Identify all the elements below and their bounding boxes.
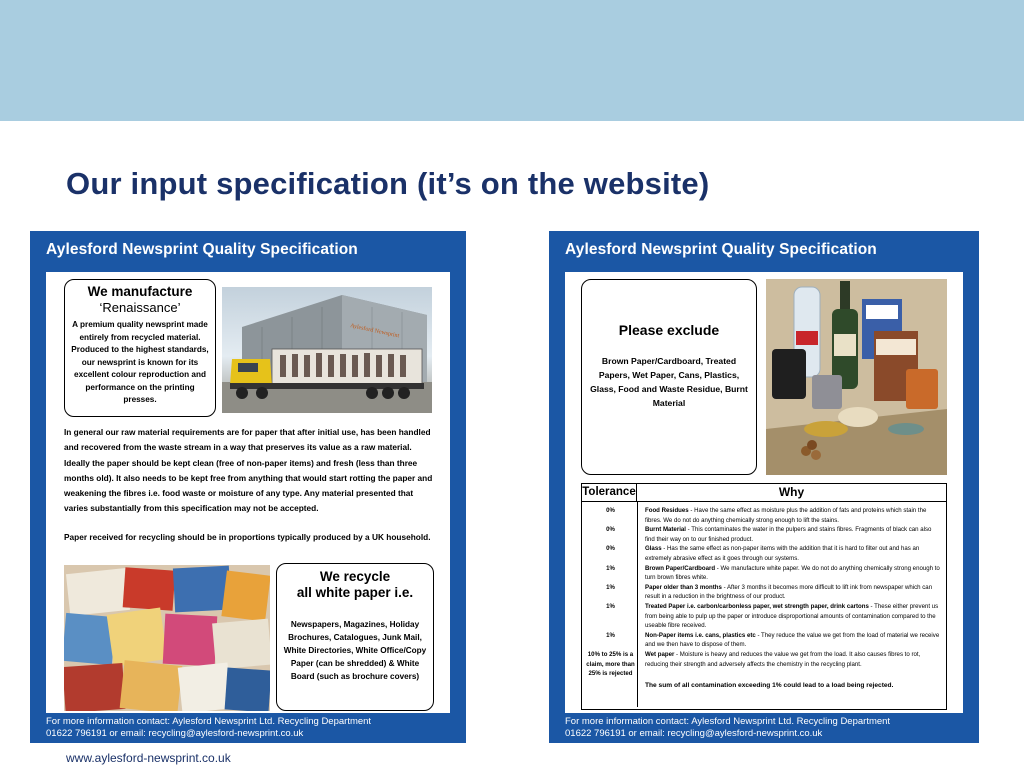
reason-detail: - This contaminates the water in the pulpers and stains fibres. Fragments of black can also find their way on to our finished product. (645, 526, 932, 543)
tolerance-value: 1% (606, 602, 615, 610)
reason-label: Food Residues (645, 507, 689, 514)
proportions-paragraph: Paper received for recycling should be in proportions typically produced by a UK household. (64, 532, 431, 542)
table-header (582, 484, 946, 502)
reason-text (639, 506, 946, 525)
right-contact-line-1: For more information contact: Aylesford Newsprint Ltd. Recycling Department (565, 716, 891, 727)
right-spec-panel (549, 231, 979, 743)
magazines-illustration (64, 565, 270, 711)
left-contact-info (46, 716, 371, 740)
warehouse-truck-illustration (222, 287, 432, 413)
exclude-heading: Please exclude (618, 322, 720, 338)
manufacture-box (64, 279, 216, 417)
reason-label: Treated Paper i.e. carbon/carbonless paper, wet strength paper, drink cartons (645, 602, 869, 610)
left-panel-title: Aylesford Newsprint Quality Specification (46, 241, 358, 258)
right-panel-content (565, 272, 963, 713)
recycle-box (276, 563, 434, 711)
reason-detail: - They reduce the value we get from the load of material we receive and we then have to dispose of them. (645, 631, 940, 649)
exclude-body: Brown Paper/Cardboard, Treated Papers, Wet Paper, Cans, Plastics, Glass, Food and Waste Residue, Burnt Material (590, 356, 748, 408)
magazines-photo (64, 565, 270, 711)
recycle-body: Newspapers, Magazines, Holiday Brochures, Catalogues, Junk Mail, White Directories, White Office/Copy Paper (can be shredded) & White Board (such as brochure covers) (283, 620, 427, 681)
left-spec-panel (30, 231, 466, 743)
footer-url: www.aylesford-newsprint.co.uk (66, 751, 231, 765)
reason-detail: - Have the same effect as moisture plus the addition of fats and proteins which stain the fibres. We do not do anything chemically strong enough to lift the stains. (645, 507, 927, 524)
reason-detail: - After 3 months it becomes more difficult to lift ink from newspaper which can result in a reduction in the brightness of our product. (645, 583, 933, 601)
requirements-paragraph: In general our raw material requirements are for paper that after initial use, has been handled and recovered from the waste stream in a way that preserves its value as a raw material. Ideally the paper should be kept clean (free of non-paper items) and fresh (less than three months old). It also needs to be kept free from anything that would start rotting the paper and weakening the fibres i.e. food waste or moisture of any type. Any material presented that varies substantially from this specification may not be accepted. (64, 427, 433, 514)
reason-text (639, 564, 946, 583)
product-name: ‘Renaissance’ (99, 300, 181, 315)
reason-detail: - These either prevent us from being able to pulp up the paper or introduce disproportional amounts of contamination compared to the useable fibre received. (645, 602, 939, 630)
reason-label: Non-Paper items i.e. cans, plastics etc (645, 631, 756, 639)
manufacture-heading: We manufacture (87, 284, 193, 299)
waste-items-illustration (766, 279, 947, 475)
right-panel-title: Aylesford Newsprint Quality Specification (565, 241, 877, 258)
waste-items-photo (766, 279, 947, 475)
reason-detail: - Moisture is heavy and reduces the value we get from the load. It also causes fibres to rot, reducing their strength and adversely affects the chemistry in the recycling plant. (645, 650, 921, 668)
trailer-sign: Aylesford Newsprint (349, 323, 400, 340)
reason-text (639, 583, 946, 602)
tolerance-value: 0% (606, 545, 615, 553)
recycle-subheading: all white paper i.e. (296, 585, 414, 600)
tolerance-value: 10% to 25% is a claim, more than 25% is rejected (586, 650, 635, 678)
exclude-box (581, 279, 757, 475)
reason-text (639, 631, 946, 650)
recycle-heading: We recycle (319, 569, 391, 584)
tolerance-table (581, 483, 947, 710)
reason-text (639, 650, 946, 679)
tolerance-value: 1% (606, 564, 615, 572)
tolerance-value: 1% (606, 583, 615, 591)
reason-label: Brown Paper/Cardboard (645, 564, 716, 572)
reason-detail: - Has the same effect as non-paper items with the addition that it is hard to filter out and has an extremely abrasive effect as it goes through our systems. (645, 545, 920, 562)
tolerance-column-header: Tolerance (582, 484, 637, 501)
left-panel-content (46, 272, 450, 713)
reason-label: Paper older than 3 months (645, 583, 722, 591)
contamination-note: The sum of all contamination exceeding 1% could lead to a load being rejected. (645, 681, 894, 689)
reason-text (639, 602, 946, 631)
reason-label: Glass (645, 545, 662, 553)
left-contact-line-2: 01622 796191 or email: recycling@aylesford-newsprint.co.uk (46, 728, 304, 739)
manufacture-body: A premium quality newsprint made entirely from recycled material. Produced to the highest standards, our newsprint is known for its excellent colour reproduction and performance on the printing presses. (71, 320, 209, 404)
table-body (582, 502, 946, 707)
reason-detail: - We manufacture white paper. We do not do anything chemically strong enough to turn brown fibres white. (645, 564, 940, 582)
reason-label: Burnt Material (645, 526, 686, 534)
why-column-header: Why (778, 485, 805, 499)
tolerance-value: 1% (606, 631, 615, 639)
right-contact-line-2: 01622 796191 or email: recycling@aylesford-newsprint.co.uk (565, 728, 823, 739)
reason-text (639, 544, 946, 563)
header-band (0, 0, 1024, 121)
tolerance-value: 0% (606, 526, 615, 534)
reason-text (639, 525, 946, 544)
warehouse-truck-photo (222, 287, 432, 413)
reason-label: Wet paper (645, 650, 675, 658)
slide-title: Our input specification (it’s on the website) (66, 166, 710, 201)
tolerance-value: 0% (606, 507, 615, 514)
left-contact-line-1: For more information contact: Aylesford Newsprint Ltd. Recycling Department (46, 716, 372, 727)
right-contact-info (565, 716, 890, 740)
